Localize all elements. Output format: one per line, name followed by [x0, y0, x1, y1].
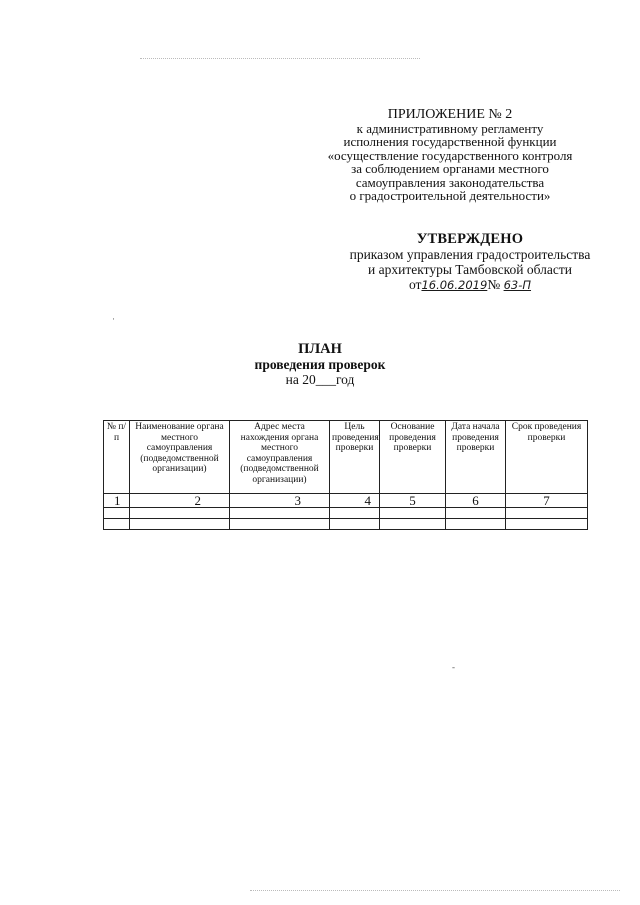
table-row	[104, 508, 588, 519]
table-cell	[506, 519, 588, 530]
column-number: 3	[230, 494, 330, 508]
approval-date-line	[325, 277, 615, 293]
approval-line: приказом управления градостроительства	[349, 247, 591, 262]
header-organ-name: Наименование органа местного самоуправления (подведомственной организации)	[130, 421, 230, 494]
table-cell	[230, 519, 330, 530]
appendix-line: за соблюдением органами местного	[351, 161, 549, 176]
column-number: 2	[130, 494, 230, 508]
plan-title: ПЛАН	[298, 341, 342, 357]
table-cell	[330, 519, 380, 530]
table-cell	[104, 508, 130, 519]
scan-speck: ·	[112, 314, 115, 324]
table-header-row	[104, 421, 588, 494]
column-number: 4	[330, 494, 380, 508]
approval-block	[325, 232, 615, 293]
table-cell	[104, 519, 130, 530]
header-start-date: Дата начала проведения проверки	[446, 421, 506, 494]
header-number: № п/п	[104, 421, 130, 494]
table-cell	[330, 508, 380, 519]
number-prefix: №	[487, 277, 501, 292]
column-number: 7	[506, 494, 588, 508]
table-cell	[380, 508, 446, 519]
column-number: 1	[104, 494, 130, 508]
table-cell	[130, 508, 230, 519]
appendix-line: исполнения государственной функции	[343, 134, 557, 149]
column-number: 5	[380, 494, 446, 508]
appendix-block	[300, 108, 600, 203]
handwritten-number: 63-П	[503, 278, 532, 292]
appendix-line: самоуправления законодательства	[355, 174, 545, 190]
table-cell	[130, 519, 230, 530]
handwritten-date: 16.06.2019	[421, 278, 488, 292]
scan-noise-bottom	[250, 890, 620, 891]
appendix-line: к административному регламенту	[356, 120, 544, 136]
appendix-line: «осуществление государственного контроля	[327, 147, 573, 163]
appendix-line: о градостроительной деятельности»	[349, 188, 551, 203]
header-duration: Срок проведения проверки	[506, 421, 588, 494]
approval-title: УТВЕРЖДЕНО	[416, 231, 524, 247]
table-cell	[506, 508, 588, 519]
header-basis: Основание проведения проверки	[380, 421, 446, 494]
header-purpose: Цель проведения проверки	[330, 421, 380, 494]
column-number: 6	[446, 494, 506, 508]
approval-line: и архитектуры Тамбовской области	[368, 262, 572, 277]
table-cell	[380, 519, 446, 530]
table-cell	[446, 519, 506, 530]
column-number-row	[104, 494, 588, 508]
appendix-title: ПРИЛОЖЕНИЕ № 2	[387, 107, 513, 122]
plan-subtitle: проведения проверок	[254, 357, 386, 372]
date-prefix: от	[408, 277, 422, 292]
header-address: Адрес места нахождения органа местного самоуправления (подведомственной организации)	[230, 421, 330, 494]
table-row	[104, 519, 588, 530]
scan-speck: -	[452, 662, 455, 672]
inspection-plan-table	[103, 420, 588, 530]
table-cell	[230, 508, 330, 519]
table-cell	[446, 508, 506, 519]
scan-noise-top	[140, 58, 420, 59]
plan-year-line: на 20___год	[285, 372, 355, 387]
plan-heading	[120, 342, 520, 387]
